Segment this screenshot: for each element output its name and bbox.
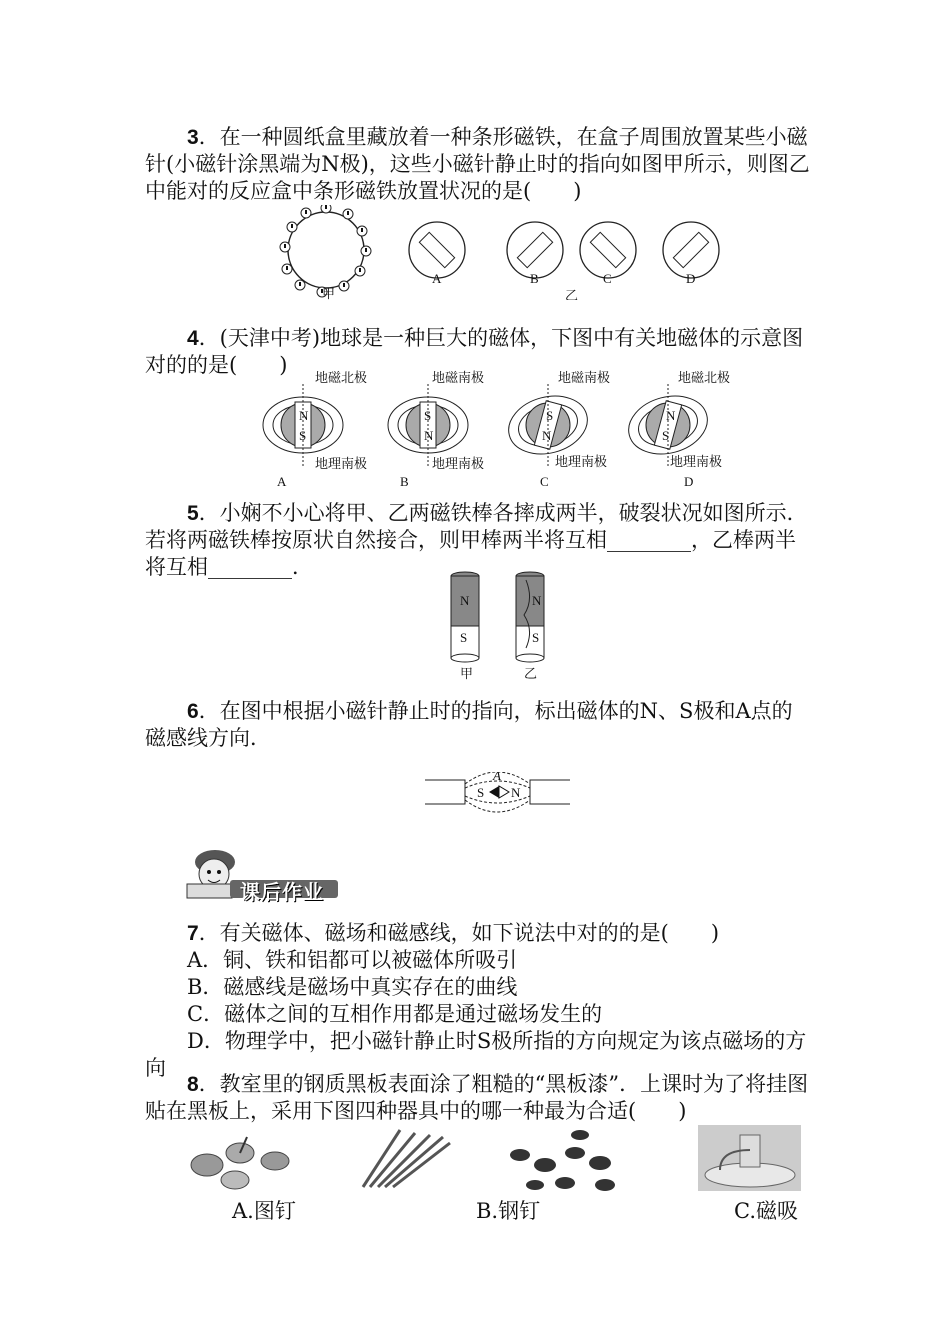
q5-jia-pole-s: S (460, 630, 468, 645)
section-header (182, 840, 342, 902)
q4-panel-d (622, 370, 730, 488)
q5-jia-pole-n: N (460, 593, 470, 608)
q8-caption-b: B.钢钉 (476, 1199, 541, 1223)
q4-panel-d-top-label: 地磁北极 (678, 370, 731, 385)
q4-panel-b-up-pole: S (424, 408, 432, 423)
q4-panel-a-letter: A (277, 474, 287, 488)
q3-option-c: C (603, 271, 612, 286)
q7-option-b: B．磁感线是磁场中真实存在的曲线 (187, 975, 518, 999)
q5-number: 5 (187, 502, 199, 525)
q3-option-c-figure (580, 222, 636, 278)
q3-label-jia: 甲 (322, 286, 336, 300)
q5-label-jia: 甲 (460, 666, 474, 681)
bar-magnet (590, 232, 625, 267)
q7-number: 7 (187, 922, 199, 945)
q4-panel-b-bottom-label: 地理南极 (432, 456, 485, 471)
q4-panel-c-top-label: 地磁南极 (558, 370, 611, 385)
q7-text: ．有关磁体、磁场和磁感线，如下说法中对的的是( ) (198, 921, 720, 945)
paper-box-circle (288, 212, 364, 288)
bar-magnet (517, 232, 552, 267)
q4-panel-d-down-pole: S (662, 428, 670, 443)
q4-panel-d-letter: D (684, 474, 694, 488)
q6-text: ．在图中根据小磁针静止时的指向，标出磁体的N、S极和A点的磁感线方向． (145, 699, 793, 750)
q3-label-yi: 乙 (565, 288, 579, 300)
bar-magnet (673, 232, 708, 267)
q8-stem (145, 1071, 810, 1125)
q3-fig-jia (280, 205, 371, 297)
bar-magnet (419, 232, 454, 267)
q4-panel-d-up-pole: N (666, 408, 676, 423)
q4-panel-b-down-pole: N (424, 428, 434, 443)
steel-nail-icon (363, 1130, 450, 1187)
compass-needle-icon (489, 786, 499, 798)
q4-panel-b-top-label: 地磁南极 (432, 370, 485, 385)
thumbtack-icon (191, 1137, 289, 1189)
q4-panel-b-letter: B (400, 474, 409, 488)
q7-option-a: A．铜、铁和铝都可以被磁体所吸引 (187, 948, 518, 972)
q6-stem (145, 698, 810, 752)
q4-figure (255, 370, 745, 488)
q5-yi-pole-n: N (532, 593, 542, 608)
q6-figure (425, 772, 570, 834)
q4-panel-a-down-pole: S (299, 428, 307, 443)
q4-panel-c-bottom-label: 地理南极 (555, 454, 608, 469)
q6-needle-n: N (511, 785, 521, 800)
q4-panel-c-up-pole: S (546, 408, 554, 423)
magnet-icon (510, 1130, 615, 1191)
q8-number: 8 (187, 1073, 199, 1096)
q5-label-yi: 乙 (524, 666, 538, 681)
section-title: 课后作业 (240, 880, 324, 904)
q4-panel-a-up-pole: N (299, 408, 309, 423)
q4-panel-a-bottom-label: 地理南极 (315, 456, 368, 471)
q4-number: 4 (187, 327, 199, 350)
q6-needle-s: S (477, 785, 485, 800)
q4-panel-d-bottom-label: 地理南极 (670, 454, 723, 469)
q7-option-d: D．物理学中，把小磁针静止时S极所指的方向规定为该点磁场的方向 (145, 1029, 807, 1080)
q3-figure (270, 205, 740, 300)
q6-point-a: A (493, 772, 501, 783)
q5-bar-yi (516, 572, 544, 662)
q6-number: 6 (187, 700, 199, 723)
q8-caption-c: C.磁吸 (734, 1199, 798, 1223)
suction-hook-icon (698, 1125, 801, 1191)
q8-figure (185, 1125, 805, 1195)
q4-text: ．(天津中考)地球是一种巨大的磁体，下图中有关地磁体的示意图对的的是( ) (145, 326, 804, 377)
q3-option-d-figure (663, 222, 719, 278)
q3-stem (145, 124, 810, 205)
q3-option-a-figure (409, 222, 465, 278)
q3-number: 3 (187, 126, 199, 149)
q5-figure (440, 570, 560, 682)
q3-text: ．在一种圆纸盒里藏放着一种条形磁铁，在盒子周围放置某些小磁针(小磁针涂黑端为N极)，这些小磁针静止时的指向如图甲所示，则图乙中能对的反应盒中条形磁铁放置状况的是( ) (145, 125, 810, 203)
q3-option-a: A (432, 271, 442, 286)
q3-option-d: D (686, 271, 696, 286)
q4-panel-a (263, 370, 367, 488)
q5-yi-pole-s: S (532, 630, 540, 645)
q3-option-b: B (530, 271, 539, 286)
q5-text: ．小娴不小心将甲、乙两磁铁棒各摔成两半，破裂状况如图所示．若将两磁铁棒按原状自然接合，则甲棒两半将互相________，乙棒两半将互相________． (145, 501, 808, 579)
q4-panel-a-top-label: 地磁北极 (315, 370, 368, 385)
q4-panel-c (502, 370, 610, 488)
q8-text: ．教室里的钢质黑板表面涂了粗糙的“黑板漆”．上课时为了将挂图贴在黑板上，采用下图四种器具中的哪一种最为合适( ) (145, 1072, 809, 1123)
q3-option-b-figure (507, 222, 563, 278)
q8-caption-a: A.图钉 (232, 1199, 296, 1223)
q4-panel-c-down-pole: N (542, 428, 552, 443)
q5-bar-jia (451, 572, 479, 662)
q4-panel-b (388, 370, 484, 488)
q7-option-c: C．磁体之间的互相作用都是通过磁场发生的 (187, 1002, 603, 1026)
q4-panel-c-letter: C (540, 474, 549, 488)
q7-stem (145, 920, 810, 947)
q5-stem (145, 500, 810, 581)
